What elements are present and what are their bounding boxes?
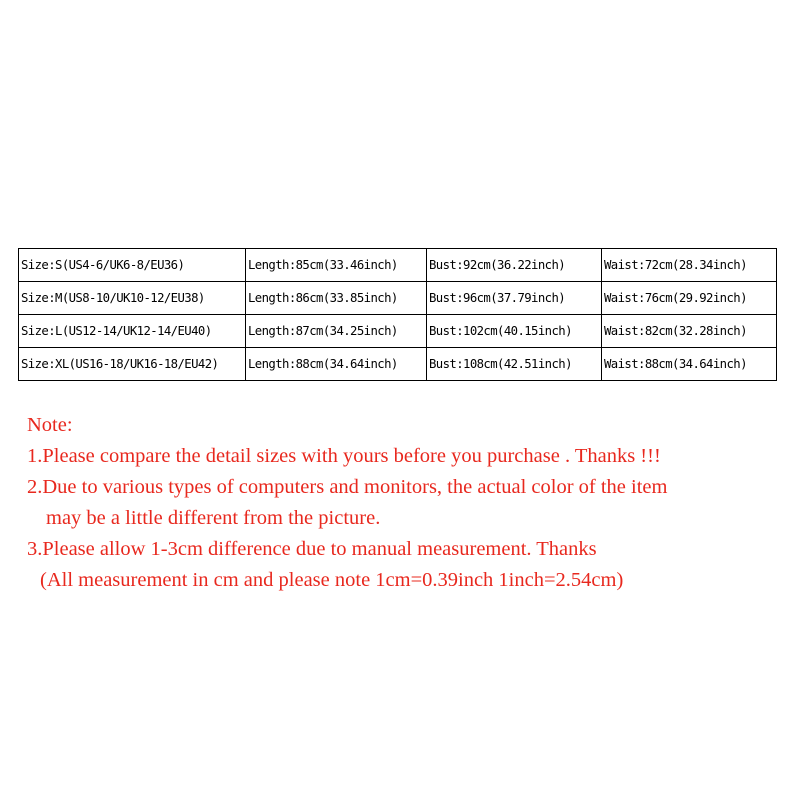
waist-cell: Waist:82cm(32.28inch) [602, 315, 777, 348]
bust-cell: Bust:92cm(36.22inch) [427, 249, 602, 282]
table-row [19, 348, 777, 381]
note-line-3: 3.Please allow 1-3cm difference due to manual measurement. Thanks [27, 538, 597, 560]
note-line-2: 2.Due to various types of computers and monitors, the actual color of the item [27, 476, 668, 498]
waist-cell: Waist:76cm(29.92inch) [602, 282, 777, 315]
length-cell: Length:86cm(33.85inch) [246, 282, 427, 315]
length-cell: Length:87cm(34.25inch) [246, 315, 427, 348]
note-title: Note: [27, 414, 73, 436]
size-chart-table [18, 248, 777, 381]
size-cell: Size:M(US8-10/UK10-12/EU38) [19, 282, 246, 315]
waist-cell: Waist:88cm(34.64inch) [602, 348, 777, 381]
bust-cell: Bust:96cm(37.79inch) [427, 282, 602, 315]
table-row [19, 282, 777, 315]
size-cell: Size:L(US12-14/UK12-14/EU40) [19, 315, 246, 348]
note-line-2-continued: may be a little different from the picture. [46, 507, 381, 529]
waist-cell: Waist:72cm(28.34inch) [602, 249, 777, 282]
table-row [19, 315, 777, 348]
size-cell: Size:S(US4-6/UK6-8/EU36) [19, 249, 246, 282]
note-line-1: 1.Please compare the detail sizes with yours before you purchase . Thanks !!! [27, 445, 661, 467]
length-cell: Length:85cm(33.46inch) [246, 249, 427, 282]
bust-cell: Bust:102cm(40.15inch) [427, 315, 602, 348]
length-cell: Length:88cm(34.64inch) [246, 348, 427, 381]
bust-cell: Bust:108cm(42.51inch) [427, 348, 602, 381]
note-measurement-info: (All measurement in cm and please note 1cm=0.39inch 1inch=2.54cm) [40, 569, 624, 591]
table-row [19, 249, 777, 282]
size-cell: Size:XL(US16-18/UK16-18/EU42) [19, 348, 246, 381]
